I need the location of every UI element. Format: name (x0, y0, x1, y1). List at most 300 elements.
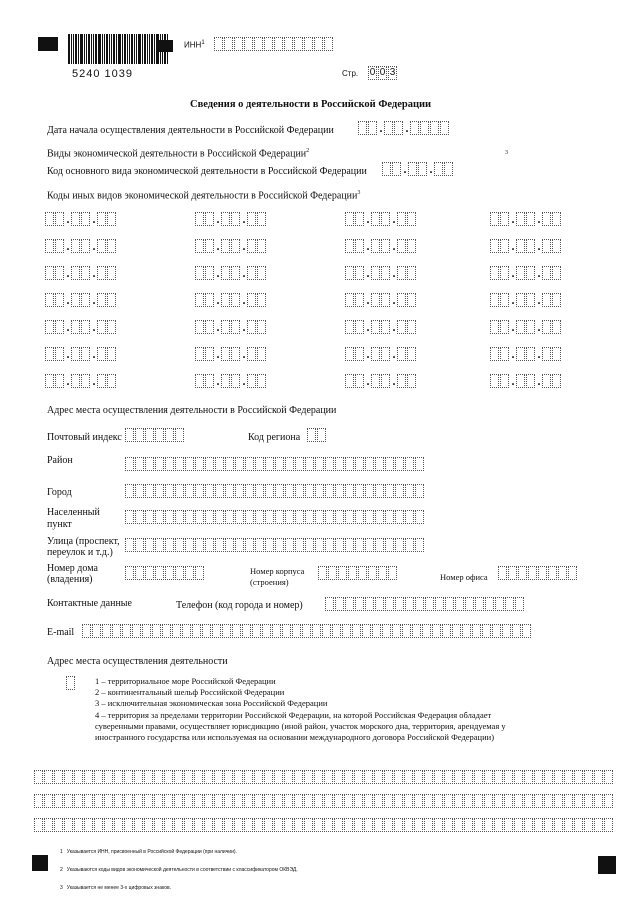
code-part[interactable] (247, 347, 267, 361)
input-cell[interactable] (332, 624, 341, 638)
input-cell[interactable] (324, 770, 333, 784)
input-cell[interactable] (452, 624, 461, 638)
input-cell[interactable] (542, 347, 551, 361)
input-cell[interactable] (368, 121, 377, 135)
code-part[interactable] (71, 374, 91, 388)
free-text-row-3[interactable] (34, 818, 614, 832)
input-cell[interactable] (412, 624, 421, 638)
input-cell[interactable] (202, 624, 211, 638)
input-cell[interactable] (234, 37, 243, 51)
input-cell[interactable] (355, 347, 364, 361)
input-cell[interactable] (125, 428, 134, 442)
input-cell[interactable] (275, 484, 284, 498)
input-cell[interactable] (392, 162, 401, 176)
input-cell[interactable] (385, 484, 394, 498)
input-cell[interactable] (354, 818, 363, 832)
input-cell[interactable] (81, 347, 90, 361)
input-cell[interactable] (385, 457, 394, 471)
input-cell[interactable] (45, 239, 54, 253)
input-cell[interactable] (295, 510, 304, 524)
input-cell[interactable] (415, 538, 424, 552)
input-cell[interactable] (345, 293, 354, 307)
input-cell[interactable] (374, 770, 383, 784)
code-part[interactable] (371, 239, 391, 253)
input-cell[interactable] (374, 794, 383, 808)
input-cell[interactable] (104, 818, 113, 832)
input-cell[interactable] (542, 239, 551, 253)
input-cell[interactable] (552, 266, 561, 280)
input-cell[interactable] (355, 597, 364, 611)
input-cell[interactable] (234, 794, 243, 808)
input-cell[interactable] (434, 770, 443, 784)
page-number-field[interactable] (368, 66, 398, 80)
input-cell[interactable] (574, 818, 583, 832)
input-cell[interactable] (305, 484, 314, 498)
input-cell[interactable] (184, 818, 193, 832)
input-cell[interactable] (524, 770, 533, 784)
input-cell[interactable] (314, 794, 323, 808)
code-part[interactable] (516, 374, 536, 388)
input-cell[interactable] (424, 794, 433, 808)
input-cell[interactable] (64, 794, 73, 808)
code-part[interactable] (542, 374, 562, 388)
input-cell[interactable] (205, 293, 214, 307)
code-part[interactable] (397, 320, 417, 334)
input-cell[interactable] (134, 794, 143, 808)
input-cell[interactable] (594, 794, 603, 808)
input-cell[interactable] (504, 818, 513, 832)
input-cell[interactable] (195, 457, 204, 471)
input-cell[interactable] (124, 770, 133, 784)
input-cell[interactable] (352, 624, 361, 638)
input-cell[interactable] (335, 538, 344, 552)
input-cell[interactable] (542, 374, 551, 388)
input-cell[interactable] (302, 624, 311, 638)
input-cell[interactable] (378, 566, 387, 580)
input-cell[interactable] (84, 794, 93, 808)
input-cell[interactable] (407, 320, 416, 334)
input-cell[interactable] (204, 818, 213, 832)
input-cell[interactable] (257, 347, 266, 361)
input-cell[interactable] (444, 794, 453, 808)
code-part[interactable] (542, 212, 562, 226)
input-cell[interactable] (245, 484, 254, 498)
input-cell[interactable] (134, 818, 143, 832)
start-date-month[interactable] (384, 121, 404, 135)
input-cell[interactable] (125, 566, 134, 580)
input-cell[interactable] (424, 770, 433, 784)
input-cell[interactable] (71, 212, 80, 226)
input-cell[interactable] (524, 794, 533, 808)
code-part[interactable] (71, 293, 91, 307)
input-cell[interactable] (81, 266, 90, 280)
input-cell[interactable] (135, 510, 144, 524)
input-cell[interactable] (71, 320, 80, 334)
other-code-field[interactable] (195, 347, 267, 361)
input-cell[interactable] (145, 566, 154, 580)
input-cell[interactable] (508, 566, 517, 580)
input-cell[interactable] (584, 818, 593, 832)
input-cell[interactable] (81, 293, 90, 307)
input-cell[interactable] (244, 770, 253, 784)
input-cell[interactable] (205, 538, 214, 552)
input-cell[interactable] (482, 624, 491, 638)
input-cell[interactable] (324, 818, 333, 832)
code-part[interactable] (516, 347, 536, 361)
input-cell[interactable] (526, 293, 535, 307)
input-cell[interactable] (97, 212, 106, 226)
input-cell[interactable] (384, 121, 393, 135)
input-cell[interactable] (342, 624, 351, 638)
input-cell[interactable] (402, 624, 411, 638)
input-cell[interactable] (214, 37, 223, 51)
input-cell[interactable] (142, 624, 151, 638)
code-part[interactable] (221, 266, 241, 280)
input-cell[interactable] (192, 624, 201, 638)
input-cell[interactable] (274, 818, 283, 832)
input-cell[interactable] (407, 347, 416, 361)
input-cell[interactable] (71, 347, 80, 361)
other-code-field[interactable] (195, 293, 267, 307)
input-cell[interactable] (410, 121, 419, 135)
input-cell[interactable] (454, 818, 463, 832)
input-cell[interactable] (175, 428, 184, 442)
input-cell[interactable] (526, 347, 535, 361)
input-cell[interactable] (44, 770, 53, 784)
input-cell[interactable] (265, 538, 274, 552)
input-cell[interactable] (335, 510, 344, 524)
input-cell[interactable] (82, 624, 91, 638)
input-cell[interactable] (381, 293, 390, 307)
input-cell[interactable] (420, 121, 429, 135)
input-cell[interactable] (255, 484, 264, 498)
input-cell[interactable] (104, 794, 113, 808)
input-cell[interactable] (375, 597, 384, 611)
code-part[interactable] (345, 374, 365, 388)
input-cell[interactable] (432, 624, 441, 638)
input-cell[interactable] (224, 770, 233, 784)
input-cell[interactable] (195, 266, 204, 280)
input-cell[interactable] (384, 818, 393, 832)
input-cell[interactable] (325, 510, 334, 524)
input-cell[interactable] (55, 212, 64, 226)
input-cell[interactable] (195, 293, 204, 307)
input-cell[interactable] (564, 818, 573, 832)
input-cell[interactable] (381, 239, 390, 253)
input-cell[interactable] (415, 597, 424, 611)
input-cell[interactable] (135, 484, 144, 498)
code-part[interactable] (71, 212, 91, 226)
input-cell[interactable] (155, 510, 164, 524)
input-cell[interactable] (247, 347, 256, 361)
input-cell[interactable] (335, 484, 344, 498)
code-part[interactable] (490, 239, 510, 253)
input-cell[interactable] (381, 212, 390, 226)
input-cell[interactable] (97, 320, 106, 334)
input-cell[interactable] (345, 510, 354, 524)
input-cell[interactable] (442, 624, 451, 638)
input-cell[interactable] (294, 818, 303, 832)
input-cell[interactable] (247, 239, 256, 253)
input-cell[interactable] (512, 624, 521, 638)
input-cell[interactable] (526, 374, 535, 388)
input-cell[interactable] (145, 428, 154, 442)
input-cell[interactable] (214, 818, 223, 832)
code-part[interactable] (345, 239, 365, 253)
input-cell[interactable] (526, 212, 535, 226)
input-cell[interactable] (516, 266, 525, 280)
input-cell[interactable] (205, 374, 214, 388)
input-cell[interactable] (534, 770, 543, 784)
code-part[interactable] (195, 347, 215, 361)
input-cell[interactable] (526, 320, 535, 334)
code-part[interactable] (97, 239, 117, 253)
input-cell[interactable] (315, 510, 324, 524)
input-cell[interactable] (358, 566, 367, 580)
code-part[interactable] (490, 374, 510, 388)
input-cell[interactable] (440, 121, 449, 135)
other-code-field[interactable] (195, 320, 267, 334)
input-cell[interactable] (324, 37, 333, 51)
input-cell[interactable] (392, 624, 401, 638)
input-cell[interactable] (500, 347, 509, 361)
input-cell[interactable] (107, 374, 116, 388)
input-cell[interactable] (358, 121, 367, 135)
other-code-field[interactable] (345, 239, 417, 253)
input-cell[interactable] (454, 770, 463, 784)
input-cell[interactable] (235, 484, 244, 498)
input-cell[interactable] (74, 770, 83, 784)
input-cell[interactable] (365, 484, 374, 498)
input-cell[interactable] (474, 770, 483, 784)
input-cell[interactable] (498, 566, 507, 580)
input-cell[interactable] (355, 293, 364, 307)
input-cell[interactable] (195, 538, 204, 552)
input-cell[interactable] (434, 162, 443, 176)
input-cell[interactable] (144, 770, 153, 784)
input-cell[interactable] (174, 818, 183, 832)
input-cell[interactable] (345, 266, 354, 280)
input-cell[interactable] (231, 374, 240, 388)
building-number-field[interactable] (318, 566, 398, 580)
input-cell[interactable] (304, 794, 313, 808)
code-part[interactable] (490, 293, 510, 307)
input-cell[interactable] (254, 794, 263, 808)
input-cell[interactable] (371, 212, 380, 226)
input-cell[interactable] (424, 818, 433, 832)
input-cell[interactable] (385, 510, 394, 524)
input-cell[interactable] (221, 374, 230, 388)
input-cell[interactable] (345, 239, 354, 253)
input-cell[interactable] (345, 457, 354, 471)
code-part[interactable] (371, 347, 391, 361)
other-code-field[interactable] (345, 293, 417, 307)
input-cell[interactable] (112, 624, 121, 638)
input-cell[interactable] (371, 374, 380, 388)
code-part[interactable] (45, 347, 65, 361)
input-cell[interactable] (375, 538, 384, 552)
input-cell[interactable] (274, 770, 283, 784)
input-cell[interactable] (221, 320, 230, 334)
input-cell[interactable] (345, 212, 354, 226)
input-cell[interactable] (145, 484, 154, 498)
other-code-field[interactable] (490, 212, 562, 226)
code-part[interactable] (97, 347, 117, 361)
input-cell[interactable] (194, 794, 203, 808)
input-cell[interactable] (54, 794, 63, 808)
input-cell[interactable] (594, 818, 603, 832)
input-cell[interactable] (548, 566, 557, 580)
code-part[interactable] (371, 293, 391, 307)
input-cell[interactable] (114, 794, 123, 808)
start-date-day[interactable] (358, 121, 378, 135)
input-cell[interactable] (344, 818, 353, 832)
input-cell[interactable] (381, 374, 390, 388)
code-part[interactable] (490, 320, 510, 334)
input-cell[interactable] (516, 374, 525, 388)
input-cell[interactable] (135, 457, 144, 471)
input-cell[interactable] (388, 566, 397, 580)
input-cell[interactable] (381, 347, 390, 361)
input-cell[interactable] (404, 818, 413, 832)
input-cell[interactable] (594, 770, 603, 784)
input-cell[interactable] (407, 239, 416, 253)
input-cell[interactable] (355, 266, 364, 280)
input-cell[interactable] (94, 818, 103, 832)
input-cell[interactable] (564, 794, 573, 808)
other-code-field[interactable] (345, 347, 417, 361)
input-cell[interactable] (490, 239, 499, 253)
input-cell[interactable] (235, 510, 244, 524)
input-cell[interactable] (55, 374, 64, 388)
other-code-field[interactable] (345, 212, 417, 226)
input-cell[interactable] (325, 457, 334, 471)
input-cell[interactable] (215, 538, 224, 552)
input-cell[interactable] (284, 818, 293, 832)
locality-field[interactable] (125, 510, 425, 524)
input-cell[interactable] (355, 212, 364, 226)
input-cell[interactable] (516, 239, 525, 253)
code-part[interactable] (345, 320, 365, 334)
input-cell[interactable] (324, 794, 333, 808)
input-cell[interactable] (464, 770, 473, 784)
input-cell[interactable] (435, 597, 444, 611)
code-part[interactable] (45, 320, 65, 334)
input-cell[interactable] (212, 624, 221, 638)
code-part[interactable] (97, 374, 117, 388)
code-part[interactable] (195, 320, 215, 334)
input-cell[interactable] (102, 624, 111, 638)
input-cell[interactable] (542, 212, 551, 226)
code-part[interactable] (97, 320, 117, 334)
other-code-field[interactable] (45, 212, 117, 226)
input-cell[interactable] (34, 770, 43, 784)
input-cell[interactable] (405, 538, 414, 552)
input-cell[interactable] (231, 212, 240, 226)
input-cell[interactable] (292, 624, 301, 638)
input-cell[interactable] (344, 770, 353, 784)
input-cell[interactable] (514, 794, 523, 808)
input-cell[interactable] (231, 266, 240, 280)
input-cell[interactable] (344, 794, 353, 808)
code-part[interactable] (247, 212, 267, 226)
input-cell[interactable] (195, 239, 204, 253)
input-cell[interactable] (345, 347, 354, 361)
input-cell[interactable] (255, 538, 264, 552)
input-cell[interactable] (397, 293, 406, 307)
input-cell[interactable] (145, 457, 154, 471)
input-cell[interactable] (74, 794, 83, 808)
code-part[interactable] (45, 212, 65, 226)
input-cell[interactable] (534, 818, 543, 832)
input-cell[interactable] (405, 457, 414, 471)
input-cell[interactable] (552, 347, 561, 361)
input-cell[interactable] (382, 624, 391, 638)
city-field[interactable] (125, 484, 425, 498)
input-cell[interactable] (534, 794, 543, 808)
input-cell[interactable] (144, 818, 153, 832)
code-part[interactable] (542, 293, 562, 307)
input-cell[interactable] (257, 212, 266, 226)
input-cell[interactable] (244, 794, 253, 808)
input-cell[interactable] (195, 347, 204, 361)
input-cell[interactable] (244, 818, 253, 832)
input-cell[interactable] (155, 457, 164, 471)
input-cell[interactable] (214, 770, 223, 784)
input-cell[interactable] (221, 239, 230, 253)
code-part[interactable] (397, 347, 417, 361)
input-cell[interactable] (315, 538, 324, 552)
input-cell[interactable] (504, 794, 513, 808)
input-cell[interactable] (274, 37, 283, 51)
input-cell[interactable] (304, 37, 313, 51)
other-code-field[interactable] (45, 293, 117, 307)
free-text-row-1[interactable] (34, 770, 614, 784)
input-cell[interactable] (505, 597, 514, 611)
input-cell[interactable] (205, 484, 214, 498)
input-cell[interactable] (172, 624, 181, 638)
input-cell[interactable] (195, 212, 204, 226)
input-cell[interactable] (205, 510, 214, 524)
input-cell[interactable] (464, 818, 473, 832)
house-number-field[interactable] (125, 566, 205, 580)
input-cell[interactable] (184, 770, 193, 784)
input-cell[interactable] (407, 374, 416, 388)
input-cell[interactable] (504, 770, 513, 784)
code-part[interactable] (221, 347, 241, 361)
input-cell[interactable] (265, 510, 274, 524)
input-cell[interactable] (64, 818, 73, 832)
input-cell[interactable] (155, 538, 164, 552)
input-cell[interactable] (415, 484, 424, 498)
input-cell[interactable] (235, 457, 244, 471)
input-cell[interactable] (294, 37, 303, 51)
code-part[interactable] (397, 266, 417, 280)
input-cell[interactable] (345, 597, 354, 611)
free-text-row-2[interactable] (34, 794, 614, 808)
postal-code-field[interactable] (125, 428, 185, 442)
input-cell[interactable] (225, 484, 234, 498)
input-cell[interactable] (54, 770, 63, 784)
input-cell[interactable] (354, 794, 363, 808)
input-cell[interactable] (247, 320, 256, 334)
input-cell[interactable] (334, 770, 343, 784)
input-cell[interactable] (247, 293, 256, 307)
input-cell[interactable] (418, 162, 427, 176)
input-cell[interactable] (455, 597, 464, 611)
input-cell[interactable] (214, 794, 223, 808)
input-cell[interactable] (554, 818, 563, 832)
